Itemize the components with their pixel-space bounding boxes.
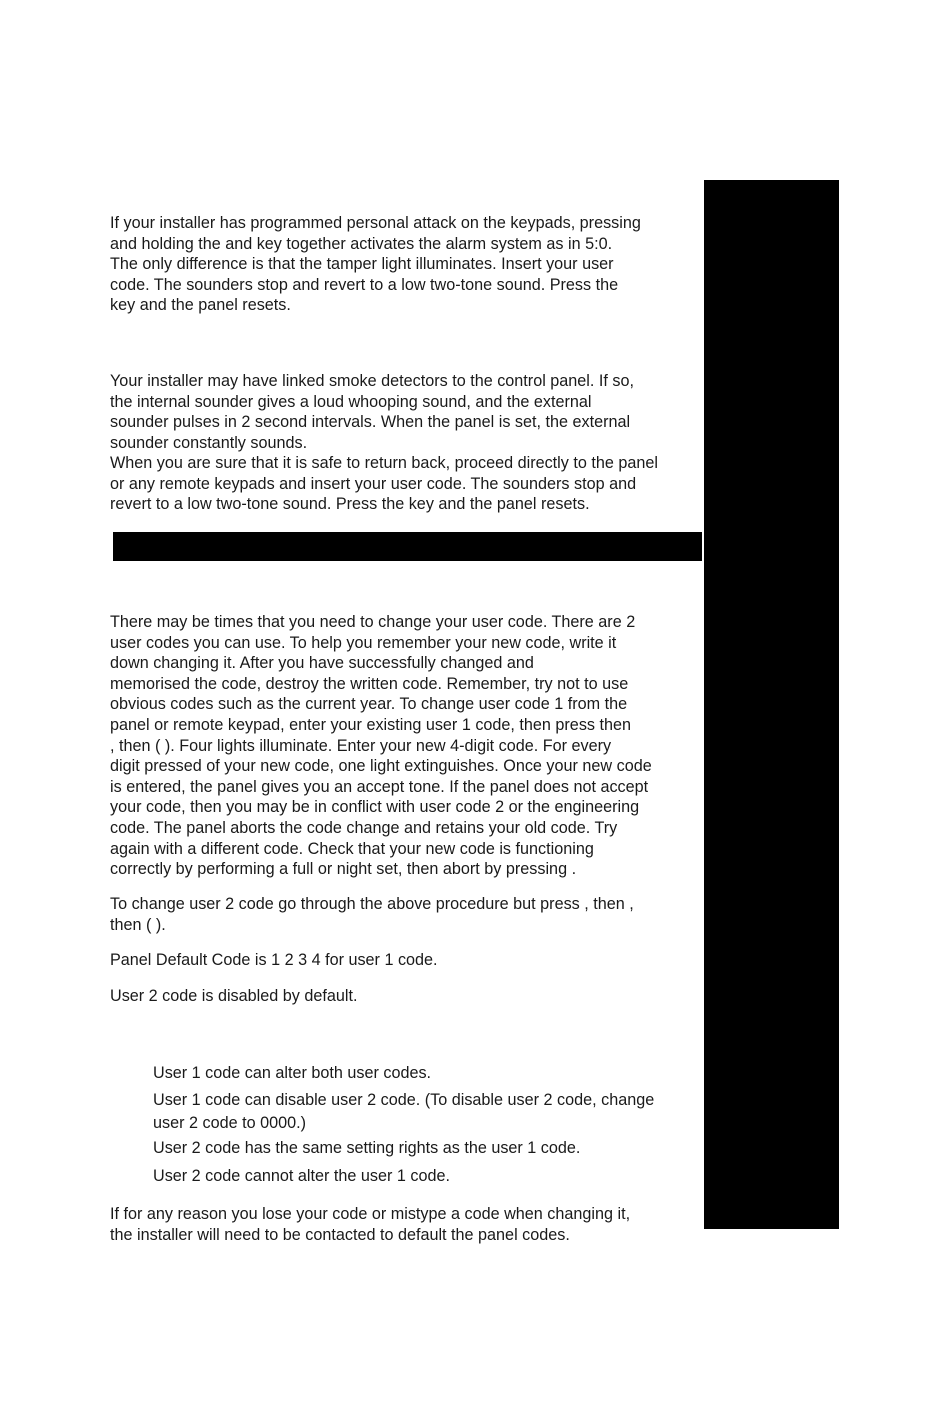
section-heading-bar — [113, 532, 702, 561]
rule-list-item: User 1 code can alter both user codes. — [153, 1064, 432, 1082]
smoke-detectors-paragraph-2: When you are sure that it is safe to return back, proceed directly to the panel or any remote keypads and insert your user code. The sounders stop and revert to a low two-tone sound. Press the key and the panel resets. — [110, 454, 658, 514]
change-code-paragraph-2: To change user 2 code go through the above procedure but press , then , then ( ). — [110, 895, 634, 934]
default-code-paragraph: Panel Default Code is 1 2 3 4 for user 1 code. — [110, 951, 438, 969]
change-code-paragraph-1: There may be times that you need to change your user code. There are 2 user codes you can use. To help you remember your new code, write it down changing it. After you have successfully changed and memorised the code, destroy the written code. Remember, try not to use obvious codes such as the current year. To change user code 1 from the panel or remote keypad, enter your existing user 1 code, then press then , then ( ). Four lights illuminate. Enter your new 4-digit code. For every digit pressed of your new code, one light extinguishes. Once your new code is entered, the panel gives you an accept tone. If the panel does not accept your code, then you may be in conflict with user code 2 or the engineering code. The panel aborts the code change and retains your old code. Try again with a different code. Check that your new code is functioning correctly by performing a full or night set, then abort by pressing . — [110, 613, 652, 879]
lost-code-paragraph: If for any reason you lose your code or mistype a code when changing it, the installer will need to be contacted to default the panel codes. — [110, 1205, 631, 1244]
chapter-side-tab — [704, 180, 839, 1229]
smoke-detectors-paragraph-1: Your installer may have linked smoke detectors to the control panel. If so, the internal sounder gives a loud whooping sound, and the external sounder pulses in 2 second intervals. When the panel is set, the external sounder constantly sounds. — [110, 372, 634, 452]
personal-attack-paragraph: If your installer has programmed personal attack on the keypads, pressing and holding the and key together activates the alarm system as in 5:0. The only difference is that the tamper light illuminates. Insert your user code. The sounders stop and revert to a low two-tone sound. Press the key and the panel resets. — [110, 214, 641, 315]
rule-list-item: User 2 code has the same setting rights as the user 1 code. — [153, 1139, 581, 1157]
user2-disabled-paragraph: User 2 code is disabled by default. — [110, 987, 358, 1005]
rule-list-item: User 2 code cannot alter the user 1 code. — [153, 1167, 450, 1185]
rule-list-item: User 1 code can disable user 2 code. (To disable user 2 code, change user 2 code to 0000.) — [153, 1091, 655, 1132]
